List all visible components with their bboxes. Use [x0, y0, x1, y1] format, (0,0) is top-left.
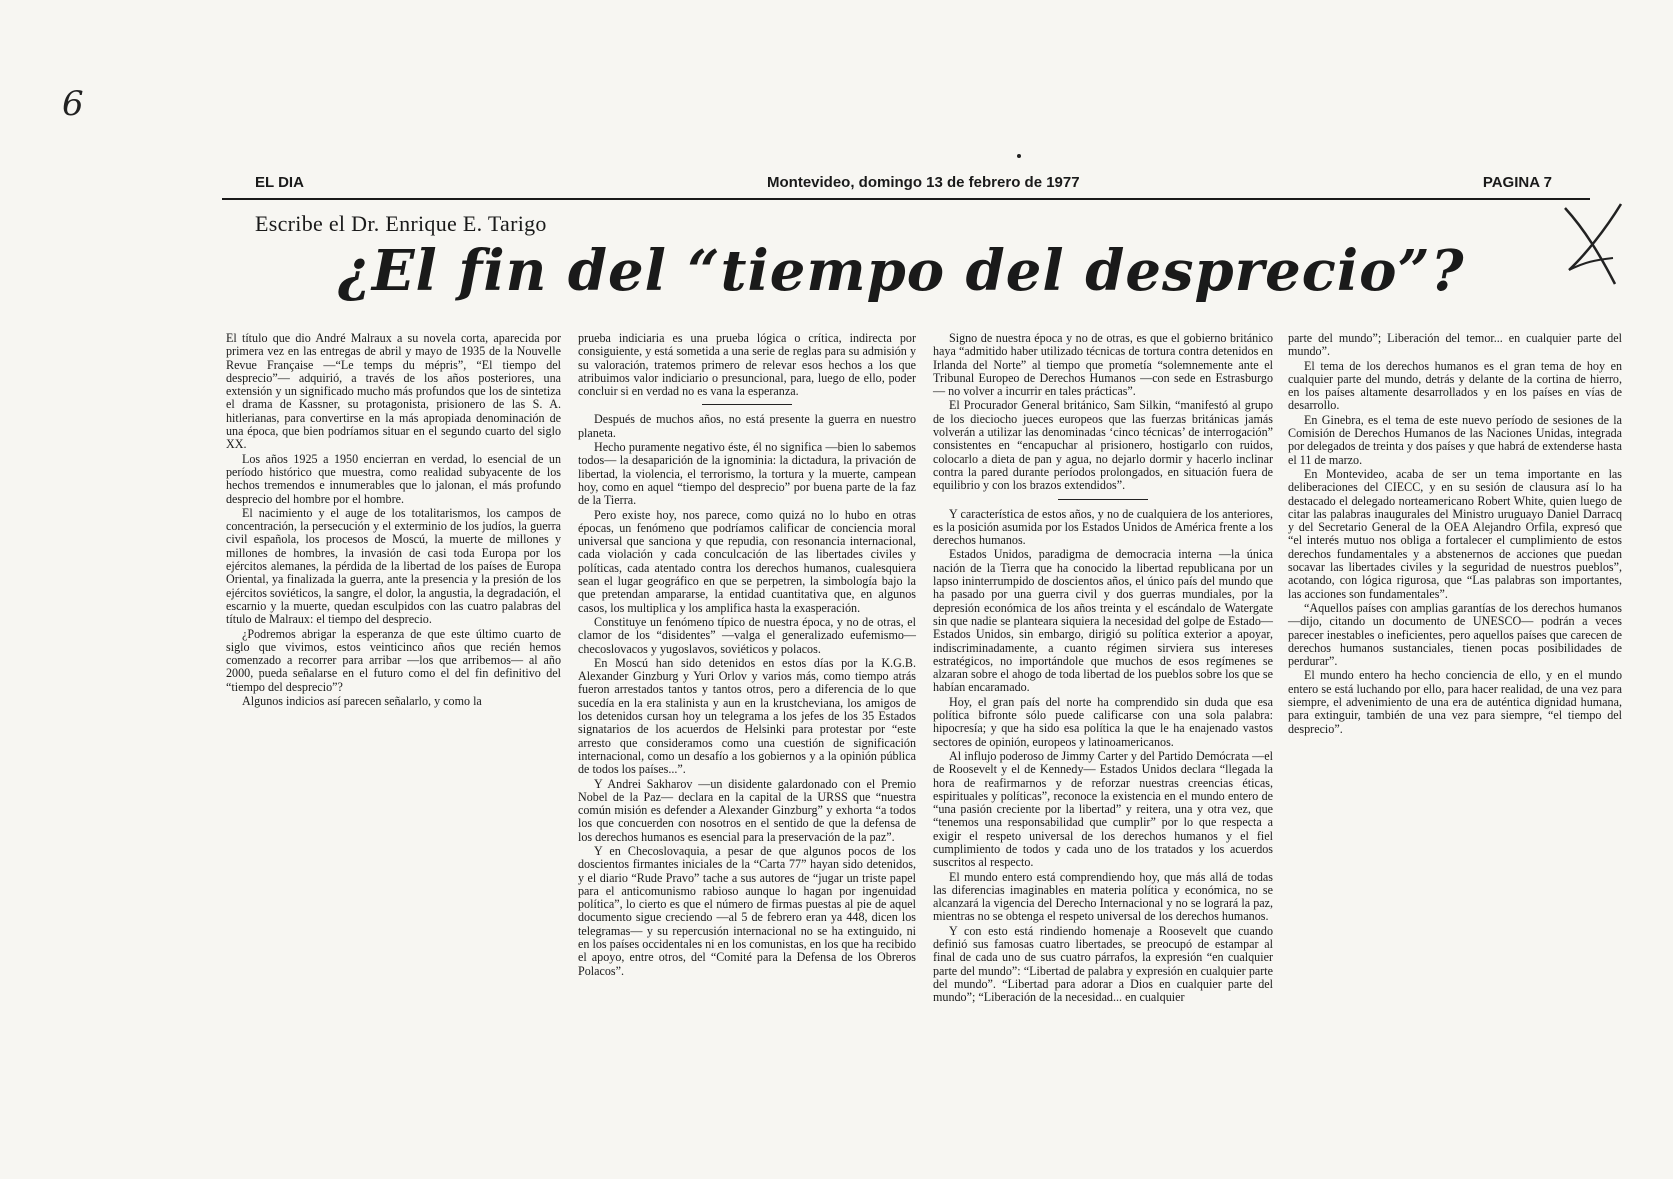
paragraph: Hecho puramente negativo éste, él no significa —bien lo sabemos todos— la desaparición de la ignominia: la dictadura, la privación de libertad, la violencia, el terrorismo, la tortura y la muerte, campean hoy, como en aquel “tiempo del desprecio” por buena parte de la faz de la Tierra.	[578, 440, 916, 508]
dateline: Montevideo, domingo 13 de febrero de 1977	[767, 174, 1080, 191]
paragraph: El nacimiento y el auge de los totalitarismos, los campos de concentración, la persecución y el exterminio de los judíos, la guerra civil española, los procesos de Moscú, la muerte de millones y millones de hombres, la invasión de casi toda Europa por los ejércitos alemanes, la pérdida de la libertad de los países de Europa Oriental, ya finalizada la guerra, ante la presencia y la presión de los ejércitos soviéticos, la sangre, el dolor, la angustia, la degradación, el escarnio y la muerte, quedan esculpidos con las cuatro palabras del título de Malraux: el tiempo del desprecio.	[226, 505, 561, 627]
article-column-3	[933, 332, 1273, 1006]
section-divider	[1058, 499, 1148, 500]
paragraph: El tema de los derechos humanos es el gran tema de hoy en cualquier parte del mundo, detrás y delante de la cortina de hierro, en los países altamente desarrollados y en los países en vías de desarrollo.	[1288, 358, 1622, 413]
paragraph: prueba indiciaria es una prueba lógica o crítica, indirecta por consiguiente, y está sometida a una serie de reglas para su admisión y su valoración, tratemos primero de relevar esos hechos a los que atribuimos valor indiciario o presuncional, para, luego de ello, poder concluir si en verdad no es vana la esperanza.	[578, 331, 916, 399]
paragraph: Pero existe hoy, nos parece, como quizá no lo hubo en otras épocas, un fenómeno que podríamos calificar de conciencia moral universal que sanciona y que repudia, con resonancia internacional, cada violación y cada conculcación de las libertades civiles y políticas, cada atentado contra los derechos humanos, cualesquiera sean el lugar geográfico en que se perpetren, la simbología bajo la que pretendan ampararse, la entidad cuantitativa que, en algunos casos, los multiplica y los amplifica hasta la exasperación.	[578, 507, 916, 615]
ink-dot	[1017, 154, 1021, 158]
paragraph: El Procurador General británico, Sam Silkin, “manifestó al grupo de los dieciocho jueces europeos que las fuerzas británicas jamás volverán a utilizar las denominadas ‘cinco técnicas’ de interrogación” consistentes en “encapuchar al prisionero, hostigarlo con ruidos, colocarlo a dieta de pan y agua, no dejarlo dormir y hacerlo inclinar contra la pared durante períodos prolongados, en situación fuera de equilibrio y con los brazos extendidos”.	[933, 398, 1273, 493]
paragraph: Y en Checoslovaquia, a pesar de que algunos pocos de los doscientos firmantes iniciales de la “Carta 77” hayan sido detenidos, y el diario “Rude Pravo” tache a sus autores de “jugar un triste papel para el anticomunismo rabioso aunque lo hagan por ingenuidad política”, lo cierto es que el número de firmas puestas al pie de aquel documento sigue creciendo —al 5 de febrero eran ya 448, dicen los telegramas— y su repercusión internacional no se ha extinguido, ni en los países occidentales ni en los comunistas, en los que ha recibido el apoyo, entre otros, del “Comité para la Defensa de los Obreros Polacos”.	[578, 843, 916, 978]
paragraph: Y con esto está rindiendo homenaje a Roosevelt que cuando definió sus famosas cuatro libertades, se preocupó de estampar al final de cada uno de sus cuatro párrafos, la expresión “en cualquier parte del mundo”: “Libertad de palabra y expresión en cualquier parte del mundo”. “Libertad para adorar a Dios en cualquier parte del mundo”; “Liberación de la necesidad... en cualquier	[933, 923, 1273, 1005]
paragraph: Y Andrei Sakharov —un disidente galardonado con el Premio Nobel de la Paz— declara en la capital de la URSS que “nuestra común misión es defender a Alexander Ginzburg” y exhorta “a todos los que concuerden con nosotros en el sentido de que la defensa de los derechos humanos es esencial para la preservación de la paz”.	[578, 776, 916, 844]
paragraph: Los años 1925 a 1950 encierran en verdad, lo esencial de un período histórico que muestra, como realidad subyacente de los hechos tremendos e innumerables que lo jalonan, el más profundo desprecio del hombre por el hombre.	[226, 451, 561, 506]
paragraph: Constituye un fenómeno típico de nuestra época, y no de otras, el clamor de los “disidentes” —valga el generalizado eufemismo— checoslovacos y yugoslavos, soviéticos y polacos.	[578, 614, 916, 656]
paragraph: Hoy, el gran país del norte ha comprendido sin duda que esa política bifronte sólo puede calificarse con una sola palabra: hipocresía; y que ha sido esa política la que le ha enajenado vastos sectores de opinión, europeos y latinoamericanos.	[933, 694, 1273, 749]
paragraph: El título que dio André Malraux a su novela corta, aparecida por primera vez en las entregas de abril y mayo de 1935 de la Nouvelle Revue Française —“Le temps du mépris”, “El tiempo del desprecio”— adquirió, a través de los años posteriores, una extensión y un significado mucho más profundos que los de sintetiza el drama de Kassner, su protagonista, prisionero de las S. A. hitlerianas, para convertirse en la más apropiada denominación de una época, que bien podríamos situar en el segundo cuarto del siglo XX.	[226, 331, 561, 452]
paragraph: El mundo entero ha hecho conciencia de ello, y en el mundo entero se está luchando por ello, para hacer realidad, de una vez para siempre, el advenimiento de una era de auténtica dignidad humana, para extinguir, también de una vez para siempre, “el tiempo del desprecio”.	[1288, 668, 1622, 736]
paragraph: El mundo entero está comprendiendo hoy, que más allá de todas las diferencias imaginables en materia política y económica, no se alcanzará la vigencia del Derecho Internacional y no se logrará la paz, mientras no se obtenga el respeto universal de los derechos humanos.	[933, 869, 1273, 924]
page-number: PAGINA 7	[1482, 174, 1552, 191]
headline: ¿El fin del “tiempo del desprecio”?	[338, 238, 1465, 304]
paragraph: En Montevideo, acaba de ser un tema importante en las deliberaciones del CIECC, y en su sesión de clausura así lo ha destacado el delegado norteamericano Robert White, quien luego de citar las palabras inaugurales del Ministro uruguayo Daniel Darracq y del Secretario General de la OEA Alejandro Orfila, expresó que “el interés mutuo nos obliga a fortalecer el cumplimiento de estos derechos fundamentales y a abstenernos de acciones que puedan socavar las libertades civiles y la seguridad de nuestros pueblos”, acotando, con lógica rigurosa, que “Las palabras son importantes, las acciones son fundamentales”.	[1288, 466, 1622, 601]
section-divider	[702, 404, 792, 405]
article-column-1	[226, 332, 561, 709]
paragraph: Después de muchos años, no está presente la guerra en nuestro planeta.	[578, 412, 916, 440]
article-column-4	[1288, 332, 1622, 737]
paragraph: Algunos indicios así parecen señalarlo, y como la	[242, 694, 482, 709]
byline: Escribe el Dr. Enrique E. Tarigo	[255, 211, 547, 236]
paragraph: Y característica de estos años, y no de cualquiera de los anteriores, es la posición asumida por los Estados Unidos de América frente a los derechos humanos.	[933, 506, 1273, 548]
article-column-2	[578, 332, 916, 979]
paragraph: En Moscú han sido detenidos en estos días por la K.G.B. Alexander Ginzburg y Yuri Orlov y varios más, como tiempo atrás fueron arrestados tantos y tantos otros, pero a diferencia de lo que sucedía en la era stalinista y aun en la krustcheviana, los amigos de los detenidos cursan hoy un telegrama a los jefes de los 35 Estados signatarios de los acuerdos de Helsinki para protestar por “este arresto que consideramos como una cuestión de significación internacional, como un desafío a los gobiernos y a la opinión pública de todos los países...”.	[578, 655, 916, 777]
paragraph: parte del mundo”; Liberación del temor... en cualquier parte del mundo”.	[1288, 331, 1622, 359]
page-header	[222, 168, 1590, 200]
paragraph: Estados Unidos, paradigma de democracia interna —la única nación de la Tierra que ha conocido la libertad republicana por un lapso ininterrumpido de doscientos años, el único país del mundo que ha pasado por una guerra civil y dos guerras mundiales, por la depresión económica de los años treinta y el escándalo de Watergate sin que nadie se planteara siquiera la necesidad del golpe de Estado— Estados Unidos, sin embargo, dirigió su política exterior a apoyar, indiscriminadamente, a cuanto régimen sirviera sus intereses estratégicos, no importándole que muchos de esos regímenes se alzaran sobre el ahogo de toda libertad de los pueblos sobre los que se habían encaramado.	[933, 547, 1273, 695]
paragraph: “Aquellos países con amplias garantías de los derechos humanos —dijo, citando un documento de UNESCO— podrán a veces parecer inestables o ineficientes, pero aquellos países que carecen de derechos humanos sustanciales, tienen pocas posibilidades de perdurar”.	[1288, 600, 1622, 669]
handwritten-page-mark: 6	[62, 84, 84, 124]
paragraph: En Ginebra, es el tema de este nuevo período de sesiones de la Comisión de Derechos Humanos de las Naciones Unidas, integrada por delegados de treinta y dos países y que habrá de extenderse hasta el 11 de marzo.	[1288, 412, 1622, 467]
paragraph: ¿Podremos abrigar la esperanza de que este último cuarto de siglo que vivimos, estos veinticinco años que recién hemos comenzado a recorrer para arribar —los que arribemos— al año 2000, pueda señalarse en el futuro como el del fin definitivo del “tiempo del desprecio”?	[226, 626, 561, 694]
newspaper-name: EL DIA	[255, 174, 304, 191]
paragraph: Al influjo poderoso de Jimmy Carter y del Partido Demócrata —el de Roosevelt y el de Kennedy— Estados Unidos declara “llegada la hora de reafirmarnos y de reforzar nuestras creencias éticas, espirituales y políticas”, reconoce la existencia en el mundo entero de “una pasión creciente por la libertad” y reitera, una y otra vez, que “tenemos una responsabilidad que cumplir” por lo que respecta a exigir el respeto universal de los derechos humanos y el fiel cumplimiento de todos y cada uno de los tratados y los acuerdos suscritos al respecto.	[933, 748, 1273, 870]
paragraph: Signo de nuestra época y no de otras, es que el gobierno británico haya “admitido haber utilizado técnicas de tortura contra detenidos en Irlanda del Norte” al tiempo que prometía “solemnemente ante el Tribunal Europeo de Derechos Humanos —con sede en Estrasburgo— no volver a incurrir en tales prácticas”.	[933, 331, 1273, 399]
handwritten-x-mark	[1555, 200, 1635, 290]
